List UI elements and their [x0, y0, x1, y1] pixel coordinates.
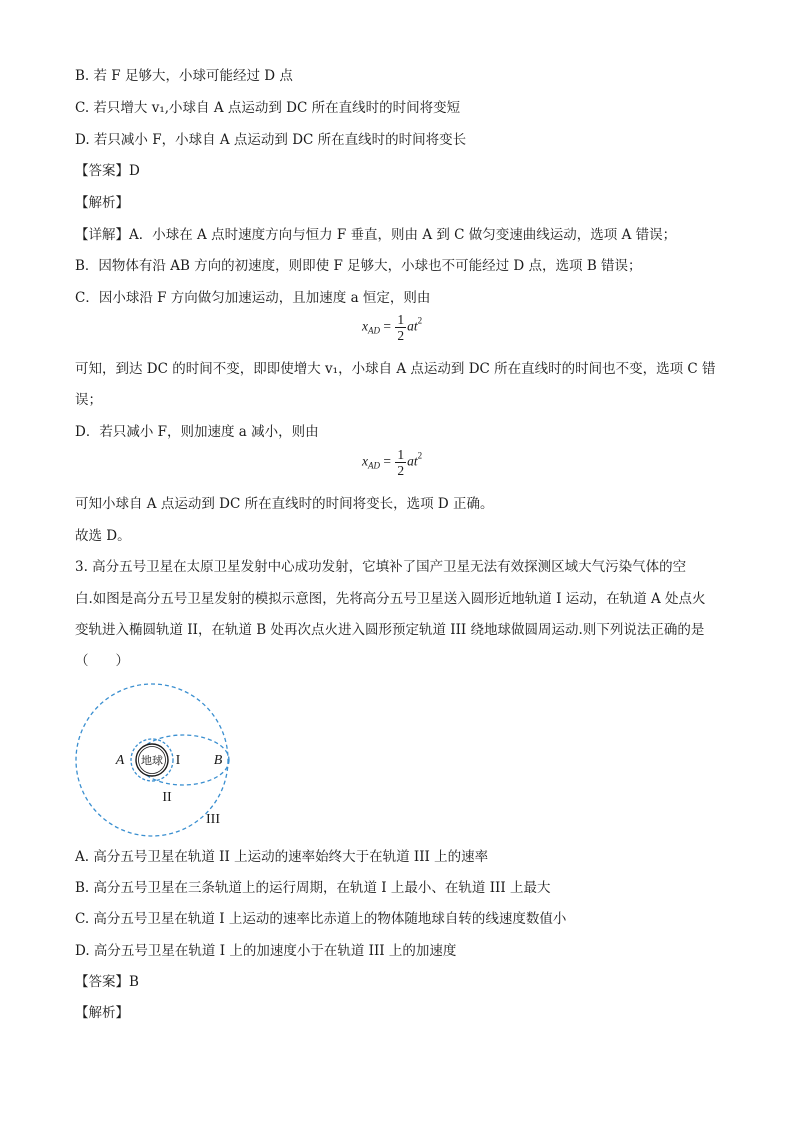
- formula-eq: =: [383, 318, 391, 334]
- point-b-label: B: [213, 753, 223, 768]
- orbit-i-label: I: [175, 753, 181, 768]
- orbit-ii-label: II: [162, 790, 172, 805]
- formula-sub: AD: [368, 325, 380, 336]
- question-3-blank: （ ）: [75, 653, 129, 669]
- formula-eq: =: [383, 453, 391, 469]
- answer-label-prev: 【答案】D: [75, 163, 140, 179]
- fraction-den: 2: [397, 463, 405, 478]
- earth-label: 地球: [141, 755, 163, 767]
- option-a: A. 高分五号卫星在轨道 II 上运动的速率始终大于在轨道 III 上的速率: [75, 849, 489, 865]
- option-c-prev: C. 若只增大 v₁,小球自 A 点运动到 DC 所在直线时的时间将变短: [75, 100, 461, 116]
- orbit-iii-label: III: [206, 812, 220, 827]
- fraction-den: 2: [397, 328, 405, 343]
- analysis-label: 【解析】: [75, 1005, 129, 1021]
- formula-exp: 2: [417, 450, 423, 461]
- option-b-prev: B. 若 F 足够大，小球可能经过 D 点: [75, 68, 293, 84]
- fraction-num: 1: [397, 312, 405, 327]
- formula-rest: at: [407, 453, 418, 469]
- answer-label: 【答案】B: [75, 974, 139, 990]
- conclusion: 故选 D。: [75, 528, 131, 544]
- detail-d-cont: 可知小球自 A 点运动到 DC 所在直线时的时间将变长，选项 D 正确。: [75, 496, 494, 512]
- option-c: C. 高分五号卫星在轨道 I 上运动的速率比赤道上的物体随地球自转的线速度数值小: [75, 911, 567, 927]
- option-b: B. 高分五号卫星在三条轨道上的运行周期，在轨道 I 上最小、在轨道 III 上最大: [75, 880, 551, 896]
- fraction-num: 1: [397, 447, 405, 462]
- detail-c: C．因小球沿 F 方向做匀加速运动，且加速度 a 恒定，则由: [75, 290, 431, 306]
- question-3-line-2: 白.如图是高分五号卫星发射的模拟示意图，先将高分五号卫星送入圆形近地轨道 I 运动，在轨道 A 处点火: [75, 591, 706, 607]
- formula-var: x: [362, 318, 368, 334]
- orbit-diagram: [70, 678, 250, 838]
- detail-c-end: 误；: [75, 392, 102, 408]
- detail-c-cont: 可知，到达 DC 的时间不变，即即使增大 v₁，小球自 A 点运动到 DC 所在直线时的时间也不变，选项 C 错: [75, 361, 716, 377]
- formula-rest: at: [407, 318, 418, 334]
- detail-b: B．因物体有沿 AB 方向的初速度，则即使 F 足够大，小球也不可能经过 D 点，选项 B 错误；: [75, 258, 642, 274]
- detail-d: D．若只减小 F，则加速度 a 减小，则由: [75, 424, 319, 440]
- analysis-label-prev: 【解析】: [75, 195, 129, 211]
- formula-sub: AD: [368, 460, 380, 471]
- formula-exp: 2: [417, 315, 423, 326]
- option-d: D. 高分五号卫星在轨道 I 上的加速度小于在轨道 III 上的加速度: [75, 943, 457, 959]
- formula-2: [362, 447, 422, 478]
- formula-1: [362, 312, 422, 343]
- formula-fraction: [395, 312, 406, 343]
- detail-a: 【详解】A．小球在 A 点时速度方向与恒力 F 垂直，则由 A 到 C 做匀变速曲线运动，选项 A 错误；: [75, 227, 677, 243]
- point-a-label: A: [115, 753, 125, 768]
- formula-var: x: [362, 453, 368, 469]
- formula-fraction: [395, 447, 406, 478]
- option-d-prev: D. 若只减小 F，小球自 A 点运动到 DC 所在直线时的时间将变长: [75, 132, 467, 148]
- question-3-line-1: 3. 高分五号卫星在太原卫星发射中心成功发射，它填补了国产卫星无法有效探测区域大气污染气体的空: [75, 559, 687, 575]
- question-3-line-3: 变轨进入椭圆轨道 II，在轨道 B 处再次点火进入圆形预定轨道 III 绕地球做圆周运动.则下列说法正确的是: [75, 622, 705, 638]
